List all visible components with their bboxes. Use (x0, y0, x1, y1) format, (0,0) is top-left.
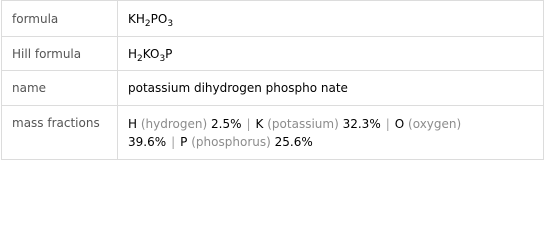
mass-fraction-item (128, 135, 166, 149)
element-symbol: P (180, 135, 188, 149)
hill-formula-subscript: 3 (159, 53, 166, 64)
element-percent: 39.6% (128, 135, 167, 149)
mass-fraction-item (180, 135, 313, 149)
compound-name-value: potassium dihydrogen phospho nate (118, 71, 544, 106)
mass-fraction-item (256, 117, 381, 131)
properties-table (1, 0, 544, 160)
table-row-hill-formula (2, 37, 544, 71)
element-percent: 25.6% (274, 135, 313, 149)
element-symbol: O (394, 117, 405, 131)
formula-part: KH (128, 11, 145, 26)
separator: | (246, 117, 251, 131)
element-symbol: K (255, 117, 264, 131)
formula-subscript: 2 (144, 18, 151, 29)
mass-fractions-value (118, 106, 544, 160)
row-label-name: name (2, 71, 118, 106)
element-symbol: H (128, 117, 138, 131)
element-name: (potassium) (267, 117, 339, 131)
mass-fraction-item (395, 117, 461, 131)
element-name: (hydrogen) (140, 117, 208, 131)
element-percent: 2.5% (211, 117, 242, 131)
row-label-formula: formula (2, 1, 118, 37)
mass-fraction-item (128, 117, 242, 131)
hill-formula-part: P (165, 46, 173, 61)
formula-part: PO (150, 11, 168, 26)
formula-value (118, 1, 544, 37)
formula-subscript: 3 (167, 18, 174, 29)
separator: | (171, 135, 176, 149)
row-label-hill-formula: Hill formula (2, 37, 118, 71)
table-row-name (2, 71, 544, 106)
hill-formula-part: KO (142, 46, 160, 61)
row-label-mass-fractions: mass fractions (2, 106, 118, 160)
table-row-mass-fractions (2, 106, 544, 160)
separator: | (385, 117, 390, 131)
hill-formula-part: H (128, 46, 138, 61)
element-name: (phosphorus) (191, 135, 271, 149)
element-name: (oxygen) (408, 117, 462, 131)
element-percent: 32.3% (342, 117, 381, 131)
hill-formula-subscript: 2 (137, 53, 143, 64)
table-row-formula (2, 1, 544, 37)
hill-formula-value (118, 37, 544, 71)
